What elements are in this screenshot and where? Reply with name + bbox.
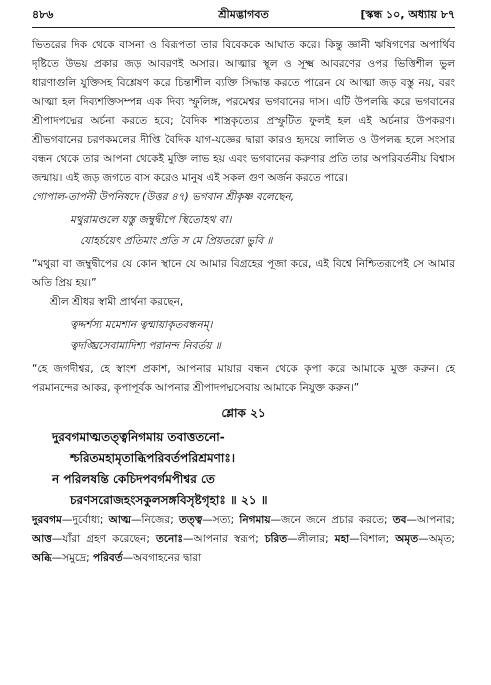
word-term: মহা xyxy=(334,533,350,545)
scripture-intro: গোপাল-তাপনী উপনিষদে (উত্তর ৪৭) ভগবান শ্রীকৃষ্ণ বলেছেন, xyxy=(32,191,295,203)
word-meaning: সমুদ্রে xyxy=(62,552,87,564)
sloka-text xyxy=(32,427,455,511)
word-meaning: লীলার xyxy=(297,533,326,545)
word-term: চরিত xyxy=(264,533,288,545)
word-meaning: আপনার xyxy=(416,514,452,526)
sloka-line: ন পরিলষন্তি কেচিদপবর্গমপীশ্বর তে xyxy=(52,472,215,486)
word-term: নিগমায় xyxy=(239,514,271,526)
purport-paragraph: ভিতরের দিক থেকে বাসনা ও বিরূপতা তার বিবেককে আঘাত করে। কিন্তু জ্ঞানী ঋষিগণের অপার্থিব দৃষ্টিতে উভয় প্রকার জড় আবরণই অসার। আত্মার স্থূল ও সূক্ষ্ম আবরণের ওপর ভিত্তিশীল ভুল ধারণাগুলি যুক্তিসহ বিশ্লেষণ করে চিন্তাশীল ব্যক্তি সিদ্ধান্ত করতে পারেন যে আত্মা জড় বস্তু নয়, বরং আত্মা হল দিব্যশক্তিসম্পন্ন এক দিব্য স্ফুলিঙ্গ, পরমেশ্বর ভগবানের দাস। এটি উপলব্ধি করে ভগবানের শ্রীপাদপদ্মের অর্চনা করতে হবে; বৈদিক শাস্ত্রকৃত্যের প্রস্ফুটিত ফুলই হল এই অর্চনার উপকরণ। শ্রীভগবানের চরণকমলের দীপ্তি বৈদিক যাগ-যজ্ঞের দ্বারা কারও হৃদয়ে লালিত ও উপলব্ধ হলে সংসার বন্ধন থেকে তার আপনা থেকেই মুক্তি লাভ হয় এবং ভগবানের করুণার প্রতি তার অপরিবর্তনীয় বিশ্বাস জন্মায়। এই জড় জগতে বাস করেও মানুষ এই সকল গুণ অর্জন করতে পারে। xyxy=(32,39,455,184)
word-meaning: অবগাহনের দ্বারা xyxy=(133,552,202,564)
word-meanings: দুরবগম—দুর্বোধ্য; আত্ম—নিজের; তত্ত্ব—সত্য; নিগমায়—জনে জনে প্রচার করতে; তব—আপনার; আত্ত—যাঁরা গ্রহণ করেছেন; তনোঃ—আপনার স্বরূপ; চরিত—লীলার; মহা—বিশাল; অমৃত—অমৃত; অব্ধি—সমুদ্রে; পরিবর্ত—অবগাহনের দ্বারা xyxy=(32,514,455,564)
header-divider xyxy=(32,27,455,28)
quoted-verse-2 xyxy=(32,315,455,357)
page-body xyxy=(32,36,455,568)
quoted-verse-1 xyxy=(32,210,455,252)
word-term: আত্ম xyxy=(108,514,132,526)
word-meaning: অমৃত xyxy=(428,533,452,545)
sloka-heading: শ্লোক ২১ xyxy=(221,406,266,420)
word-meaning: সত্য xyxy=(212,514,231,526)
prayer-intro: শ্রীল শ্রীধর স্বামী প্রার্থনা করছেন, xyxy=(50,296,184,308)
word-meaning: নিজের xyxy=(141,514,171,526)
page-number: ৪৮৬ xyxy=(32,8,54,21)
word-term: দুরবগম xyxy=(32,514,62,526)
word-term: পরিবর্ত xyxy=(93,552,123,564)
word-meaning: দুর্বোধ্য xyxy=(72,514,100,526)
word-term: তত্ত্ব xyxy=(178,514,203,526)
word-term: অমৃত xyxy=(395,533,419,545)
verse-line: ত্বদ্দর্শস্য মমেশান ত্বন্মায়াকৃতবন্ধনম্। xyxy=(70,319,213,331)
word-term: তনোঃ xyxy=(155,533,183,545)
sloka-line: দুরবগমাত্মতত্ত্বনিগমায় তবাত্ততনো- xyxy=(52,430,225,444)
page-header xyxy=(32,6,455,24)
verse-line: ত্বদঙ্ঘ্রিসেবামাদিশ্য পরানন্দ নিবর্তয় ॥ xyxy=(70,340,221,352)
sloka-line: চরণসরোজহংসকুলসঙ্গবিসৃষ্টগৃহাঃ ॥ ২১ ॥ xyxy=(70,493,268,507)
word-meaning: যাঁরা গ্রহণ করেছেন xyxy=(62,533,147,545)
word-term: তব xyxy=(392,514,407,526)
word-meaning: বিশাল xyxy=(359,533,386,545)
verse-line: মথুরামণ্ডলে যস্তু জম্বুদ্বীপে স্থিতোহথ বা। xyxy=(70,214,232,226)
word-term: আত্ত xyxy=(32,533,52,545)
sloka-line: শ্চরিতমহামৃতাব্ধিপরিবর্তপরিশ্রমণাঃ। xyxy=(70,451,236,465)
book-title: শ্রীমদ্ভাগবত xyxy=(218,8,269,21)
section-reference: [স্কন্ধ ১০, অধ্যায় ৮৭ xyxy=(360,8,455,21)
word-term: অব্ধি xyxy=(32,552,52,564)
verse-line: যোহর্চয়েৎ প্রতিমাং প্রতি স মে প্রিয়তরো ভুবি ॥ xyxy=(80,235,273,247)
verse-translation-2: “হে জগদীশ্বর, হে স্বাংশ প্রকাশ, আপনার মায়ার বন্ধন থেকে কৃপা করে আমাকে মুক্ত করুন। হে পরমানন্দের আকর, কৃপাপূর্বক আপনার শ্রীপাদপদ্মসেবায় আমাকে নিযুক্ত করুন।” xyxy=(32,363,455,394)
verse-translation-1: “মথুরা বা জম্বুদ্বীপের যে কোন স্থানে যে আমার বিগ্রহের পূজা করে, এই বিশ্বে নিশ্চিতরূপেই সে আমার অতি প্রিয় হয়।” xyxy=(32,258,455,289)
word-meaning: জনে জনে প্রচার করতে xyxy=(281,514,384,526)
word-meaning: আপনার স্বরূপ xyxy=(193,533,256,545)
